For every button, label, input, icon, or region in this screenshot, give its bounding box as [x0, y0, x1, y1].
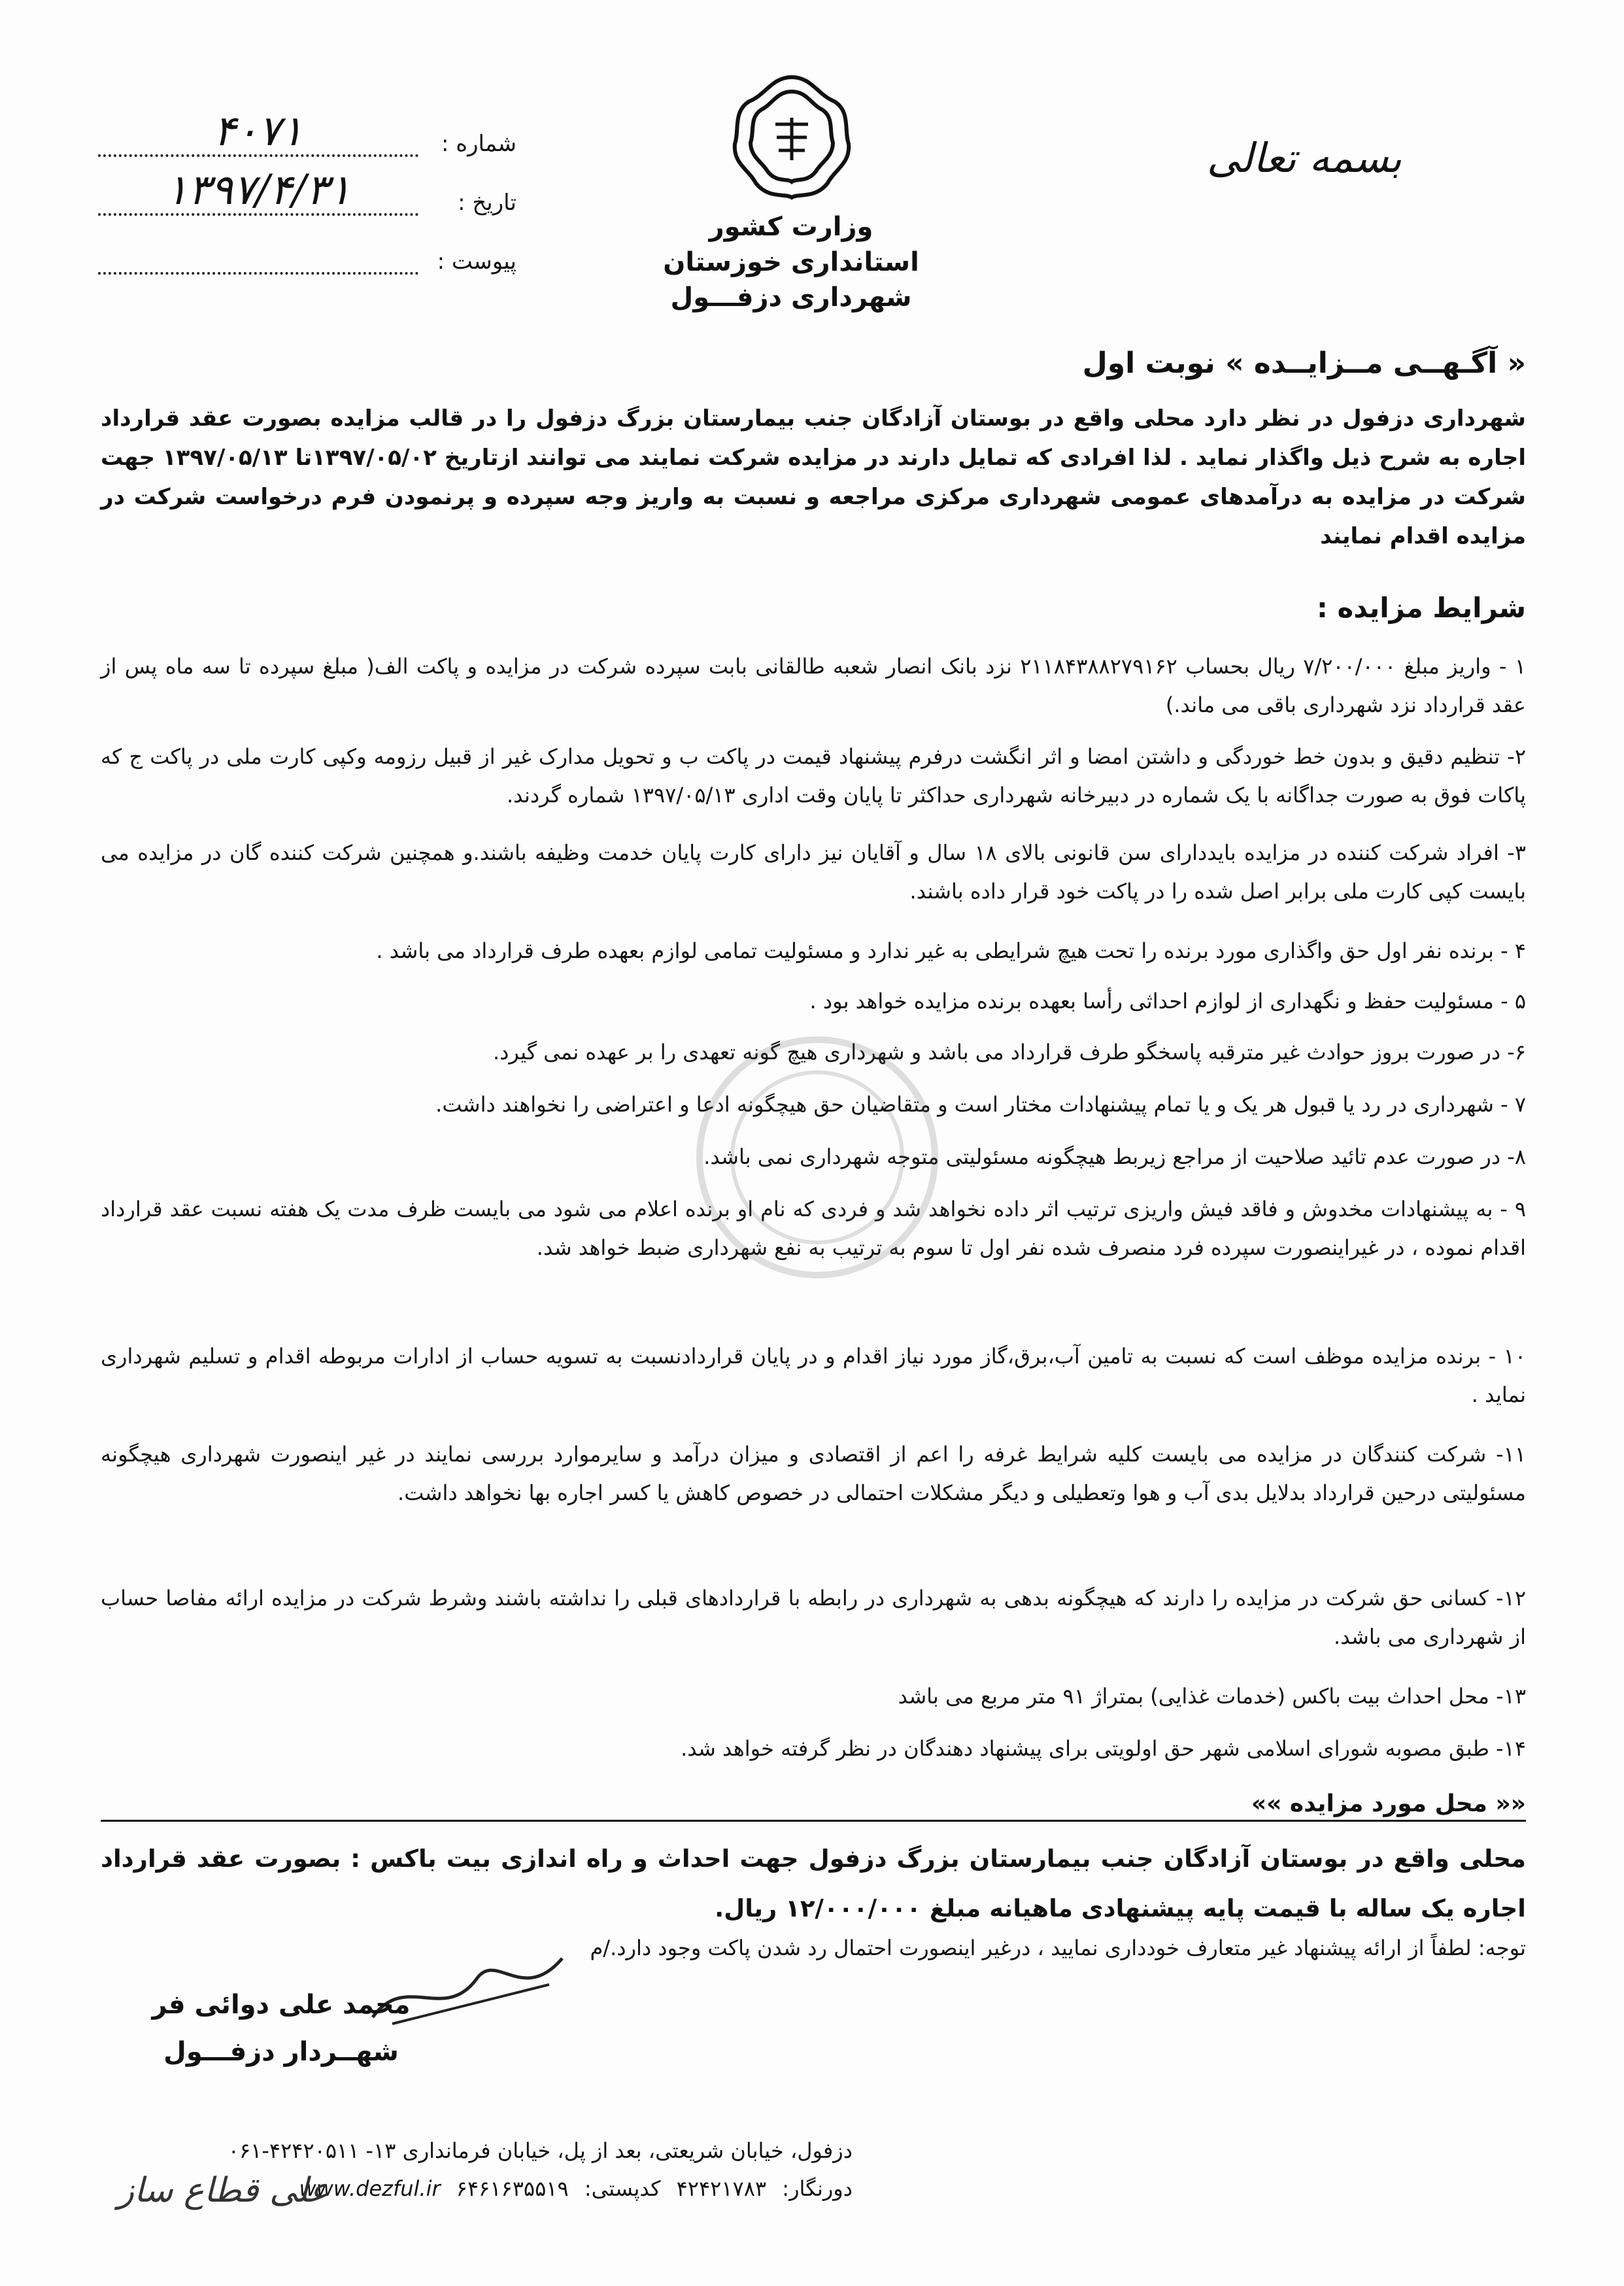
- attachment-label: پیوست :: [437, 248, 516, 275]
- org-line-province: استانداری خوزستان: [663, 247, 919, 277]
- date-row: [98, 157, 516, 216]
- condition-item-9: ۹ - به پیشنهادات مخدوش و فاقد فیش واریزی ترتیب اثر داده نخواهد شد و فردی که نام او برنده اعلام می شود می بایست ظرف مدت یک هفته نسبت عقد قرارداد اقدام نموده ، در غیراینصورت سپرده فرد منصرف شده نفر اول تا سوم به ترتیب به نفع شهرداری ضبط خواهد شد.: [101, 1197, 1526, 1260]
- location-body: محلی واقع در بوستان آزادگان جنب بیمارستان بزرگ دزفول جهت احداث و راه اندازی بیت باکس : بصورت عقد قرارداد اجاره یک ساله با قیمت پایه پیشنهادی ماهیانه مبلغ ۱۲/۰۰۰/۰۰۰ ریال.: [101, 1845, 1526, 1922]
- condition-item-6: ۶- در صورت بروز حوادث غیر مترقبه پاسخگو طرف قرارداد می باشد و شهرداری هیچ گونه تعهدی را بر عهده نمی گیرد.: [493, 1040, 1526, 1065]
- condition-item-3: ۳- افراد شرکت کننده در مزایده بایددارای سن قانونی بالای ۱۸ سال و آقایان نیز دارای کارت پایان خدمت وظیفه باشند.و همچنین شرکت کننده گان در مزایده می بایست کپی کارت ملی برابر اصل شده را در پاکت خود قرار داده باشند.: [101, 840, 1527, 904]
- date-label: تاریخ :: [458, 190, 516, 216]
- attachment-row: [98, 216, 516, 275]
- condition-item-10: ۱۰ - برنده مزایده موظف است که نسبت به تامین آب،برق،گاز مورد نیاز اقدام و در پایان قراردادنسبت به تسویه حساب از ادارات مربوطه اقدام و تسلیم شهرداری نماید .: [101, 1344, 1526, 1407]
- basmala: بسمه تعالی: [1207, 134, 1402, 182]
- location-title: «« محل مورد مزایده »»: [101, 1790, 1526, 1822]
- conditions-title: شرایط مزایده :: [1317, 592, 1526, 624]
- signature-block: [144, 1981, 418, 2075]
- note-text: توجه: لطفاً از ارائه پیشنهاد غیر متعارف خودداری نمایید ، درغیر اینصورت احتمال رد شدن پاکت وجود دارد./م: [590, 1936, 1526, 1960]
- date-value: ۱۳۹۷/۴/۳۱: [98, 167, 418, 216]
- condition-item-4: ۴ - برنده نفر اول حق واگذاری مورد برنده را تحت هیچ شرایطی به غیر ندارد و مسئولیت تمامی لوازم بعهده طرف قرارداد می باشد .: [376, 938, 1526, 963]
- footer-address: دزفول، خیابان شریعتی، بعد از پل، خیابان فرمانداری ۱۳- ۴۲۴۲۰۵۱۱-۰۶۱: [228, 2138, 853, 2163]
- notice-intro: شهرداری دزفول در نظر دارد محلی واقع در بوستان آزادگان جنب بیمارستان بزرگ دزفول را در قالب مزایده بصورت عقد قرارداد اجاره به شرح ذیل واگذار نماید . لذا افرادی که تمایل دارند در مزایده شرکت نمایند می توانند ازتاریخ ۱۳۹۷/۰۵/۰۲تا ۱۳۹۷/۰۵/۱۳ جهت شرکت در مزایده به درآمدهای عمومی شهرداری مرکزی مراجعه و نسبت به واریز وجه سپرده و پرنمودن فرم درخواست شرکت در مزایده اقدام نمایند: [101, 405, 1527, 549]
- fax-label: دورنگار:: [782, 2176, 853, 2201]
- faded-stamp-icon: [680, 1020, 955, 1295]
- number-row: [98, 98, 516, 157]
- condition-item-5: ۵ - مسئولیت حفظ و نگهداری از لوازم احداثی رأسا بعهده برنده مزایده خواهد بود .: [809, 989, 1526, 1014]
- number-label: شماره :: [441, 131, 516, 157]
- condition-item-2: ۲- تنظیم دقیق و بدون خط خوردگی و داشتن امضا و اثر انگشت درفرم پیشنهاد قیمت در پاکت ب و تحویل مدارک غیر از قبیل رزومه وکپی کارت ملی در پاکت ج که پاکات فوق به صورت جداگانه با یک شماره در دبیرخانه شهرداری حداکثر تا پایان وقت اداری ۱۳۹۷/۰۵/۱۳ شماره گردند.: [101, 744, 1526, 808]
- condition-item-14: ۱۴- طبق مصوبه شورای اسلامی شهر حق اولویتی برای پیشنهاد دهندگان در نظر گرفته خواهد شد.: [681, 1736, 1526, 1761]
- condition-item-1: ۱ - واریز مبلغ ۷/۲۰۰/۰۰۰ ریال بحساب ۲۱۱۸۴۳۸۸۲۷۹۱۶۲ نزد بانک انصار شعبه طالقانی بابت سپرده شرکت در مزایده و پاکت الف( مبلغ سپرده تا سه ماه پس از عقد قرارداد نزد شهرداری باقی می ماند.): [101, 654, 1527, 717]
- org-line-municipality: شهرداری دزفـــول: [670, 282, 912, 313]
- website-link[interactable]: www.dezful.ir: [299, 2176, 441, 2201]
- org-line-ministry: وزارت کشور: [709, 212, 873, 242]
- municipality-logo-icon: [730, 72, 854, 203]
- condition-item-11: ۱۱- شرکت کنندگان در مزایده می بایست کلیه شرایط غرفه را اعم از اقتصادی و میزان درآمد و سایرموارد بررسی نمایند در غیر اینصورت شهرداری هیچگونه مسئولیتی درحین قرارداد بدلایل بدی آب و هوا وتعطیلی و دیگر مشکلات احتمالی در خصوص کاهش یا کسر اجاره بها نخواهد داشت.: [101, 1442, 1526, 1505]
- signatory-title: شهــردار دزفـــول: [163, 2037, 399, 2067]
- condition-item-8: ۸- در صورت عدم تائید صلاحیت از مراجع زیربط هیچگونه مسئولیتی متوجه شهرداری نمی باشد.: [703, 1144, 1526, 1169]
- letter-meta: [98, 98, 516, 275]
- notice-title: « آگـهــی مــزایــده » نوبت اول: [1082, 347, 1526, 380]
- organization-block: [647, 209, 935, 315]
- attachment-value: [98, 226, 418, 275]
- condition-item-13: ۱۳- محل احداث بیت باکس (خدمات غذایی) بمتراژ ۹۱ متر مربع می باشد: [898, 1684, 1526, 1709]
- signatory-name: محمد علی دوائی فر: [152, 1990, 411, 2020]
- condition-item-7: ۷ - شهرداری در رد یا قبول هر یک و یا تمام پیشنهادات مختار است و متقاضیان حق هیچگونه ادعا و اعتراضی را نخواهند داشت.: [435, 1092, 1526, 1117]
- number-value: ۴۰۷۱: [98, 109, 418, 157]
- postal-label: کدپستی:: [584, 2176, 661, 2201]
- postal-code: ۶۴۶۱۶۳۵۵۱۹: [456, 2176, 569, 2201]
- fax-number: ۴۲۴۲۱۷۸۳: [676, 2176, 767, 2201]
- condition-item-12: ۱۲- کسانی حق شرکت در مزایده را دارند که هیچگونه بدهی به شهرداری در رابطه با قراردادهای قبلی را نداشته باشند وشرط شرکت در مزایده ارائه مفاصا حساب از شهرداری می باشد.: [101, 1586, 1526, 1649]
- handwritten-note: علی قطاع ساز: [118, 2171, 330, 2210]
